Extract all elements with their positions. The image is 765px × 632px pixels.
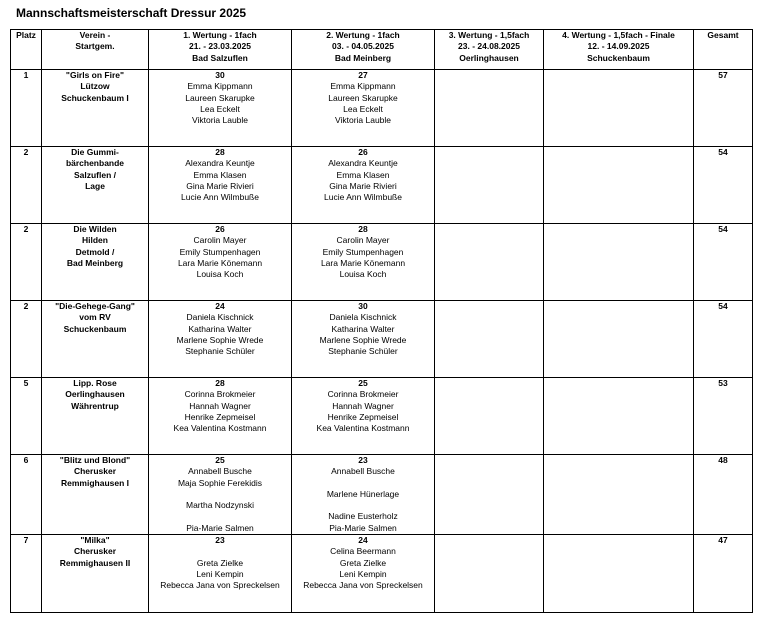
round-points: 25: [358, 378, 368, 388]
team-name-line: "Blitz und Blond": [59, 455, 131, 465]
team-name-cell: [42, 455, 149, 535]
round-1-cell: [149, 224, 292, 301]
round-points: 28: [215, 378, 225, 388]
round-1-cell: [149, 535, 292, 613]
empty-line: [149, 546, 291, 557]
rider-name: Gina Marie Rivieri: [329, 180, 397, 191]
round-3-cell: [435, 301, 544, 378]
standings-table: [10, 29, 753, 613]
rider-name: Henrike Zepmeisel: [327, 411, 399, 422]
table-row: [11, 378, 753, 455]
rider-name: Leni Kempin: [339, 568, 387, 579]
platz-cell: 5: [11, 378, 42, 455]
rider-name: Annabell Busche: [188, 466, 252, 477]
table-row: [11, 535, 753, 613]
team-name-line: "Die-Gehege-Gang": [55, 301, 135, 311]
team-name-line: Hilden: [82, 235, 108, 246]
round-4-cell: [544, 147, 694, 224]
round-points: 28: [215, 147, 225, 157]
rider-name: Stephanie Schüler: [328, 346, 398, 357]
round-1-cell: [149, 301, 292, 378]
rider-name: Martha Nodzynski: [185, 500, 255, 511]
header-round-3: 3. Wertung - 1,5fach 23. - 24.08.2025 Oerlinghausen: [435, 30, 544, 70]
team-name-line: bärchenbande: [65, 158, 125, 169]
rider-name: Laureen Skarupke: [328, 92, 398, 103]
rider-name: Lea Eckelt: [200, 103, 240, 114]
rider-name: Kea Valentina Kostmann: [316, 423, 410, 434]
team-name-cell: [42, 70, 149, 147]
rider-name: Lea Eckelt: [343, 103, 383, 114]
rider-name: Katharina Walter: [331, 323, 395, 334]
header-gesamt: Gesamt: [694, 30, 753, 70]
round-3-cell: [435, 224, 544, 301]
header-platz: Platz: [11, 30, 42, 70]
total-cell: 48: [694, 455, 753, 535]
rider-name: Marlene Hünerlage: [326, 488, 400, 499]
rider-name: Marlene Sophie Wrede: [319, 334, 407, 345]
round-points: 23: [358, 455, 368, 465]
round-points: 28: [358, 224, 368, 234]
team-name-line: Schuckenbaum I: [61, 92, 129, 103]
rider-name: Greta Zielke: [196, 557, 244, 568]
round-4-cell: [544, 455, 694, 535]
team-name-line: Cherusker: [73, 546, 117, 557]
rider-name: Pia-Marie Salmen: [329, 522, 397, 533]
rider-name: Celina Beermann: [330, 546, 396, 557]
empty-line: [292, 500, 434, 511]
rider-name: Emma Klasen: [193, 169, 247, 180]
rider-name: Emily Stumpenhagen: [322, 246, 404, 257]
round-points: 23: [215, 535, 225, 546]
rider-name: Emma Klasen: [336, 169, 390, 180]
rider-name: Hannah Wagner: [332, 400, 394, 411]
page-title: Mannschaftsmeisterschaft Dressur 2025: [16, 6, 247, 20]
rider-name: Pia-Marie Salmen: [186, 522, 254, 533]
round-2-cell: [292, 301, 435, 378]
round-points: 25: [215, 455, 225, 465]
round-3-cell: [435, 535, 544, 613]
team-name-line: Bad Meinberg: [66, 257, 124, 268]
rider-name: Leni Kempin: [196, 568, 244, 579]
round-4-cell: [544, 535, 694, 613]
rider-name: Henrike Zepmeisel: [184, 411, 256, 422]
team-name-line: vom RV: [79, 312, 111, 323]
team-name-cell: [42, 224, 149, 301]
empty-line: [149, 489, 291, 500]
platz-cell: 2: [11, 224, 42, 301]
header-round-2: 2. Wertung - 1fach 03. - 04.05.2025 Bad Meinberg: [292, 30, 435, 70]
round-3-cell: [435, 147, 544, 224]
table-row: [11, 147, 753, 224]
header-row: [11, 30, 753, 70]
platz-cell: 2: [11, 147, 42, 224]
rider-name: Corinna Brokmeier: [327, 389, 399, 400]
header-verein: Verein - Startgem.: [42, 30, 149, 70]
rider-name: Maja Sophie Ferekidis: [177, 477, 263, 488]
rider-name: Emma Kippmann: [187, 81, 253, 92]
table-row: [11, 224, 753, 301]
round-2-cell: [292, 70, 435, 147]
round-2-cell: [292, 455, 435, 535]
round-3-cell: [435, 70, 544, 147]
team-name-line: Die Gummi-: [71, 147, 119, 157]
table-row: [11, 455, 753, 535]
round-points: 26: [358, 147, 368, 157]
team-name-line: "Milka": [80, 535, 110, 546]
rider-name: Rebecca Jana von Spreckelsen: [303, 580, 423, 591]
rider-name: Annabell Busche: [331, 466, 395, 477]
round-points: 27: [358, 70, 368, 80]
rider-name: Kea Valentina Kostmann: [173, 423, 267, 434]
round-points: 24: [358, 535, 368, 546]
rider-name: Louisa Koch: [339, 269, 387, 280]
platz-cell: 2: [11, 301, 42, 378]
rider-name: Corinna Brokmeier: [184, 389, 256, 400]
rider-name: Lara Marie Könemann: [320, 257, 406, 268]
rider-name: Alexandra Keuntje: [185, 158, 255, 169]
total-cell: 57: [694, 70, 753, 147]
team-name-line: Cherusker: [73, 466, 117, 477]
rider-name: Emma Kippmann: [330, 81, 396, 92]
rider-name: Daniela Kischnick: [329, 312, 397, 323]
table-row: [11, 301, 753, 378]
team-name-cell: [42, 535, 149, 613]
table-row: [11, 70, 753, 147]
rider-name: Greta Zielke: [339, 557, 387, 568]
rider-name: Lucie Ann Wilmbuße: [324, 192, 402, 203]
rider-name: Viktoria Lauble: [191, 115, 249, 126]
rider-name: Lucie Ann Wilmbuße: [181, 192, 259, 203]
round-1-cell: [149, 455, 292, 535]
total-cell: 54: [694, 224, 753, 301]
round-points: 30: [358, 301, 368, 311]
total-cell: 47: [694, 535, 753, 613]
total-cell: 54: [694, 147, 753, 224]
team-name-line: Remmighausen II: [59, 557, 131, 568]
team-name-cell: [42, 301, 149, 378]
rider-name: Carolin Mayer: [336, 235, 390, 246]
rider-name: Gina Marie Rivieri: [186, 180, 254, 191]
round-3-cell: [435, 455, 544, 535]
rider-name: Nadine Eusterholz: [328, 511, 398, 522]
rider-name: Rebecca Jana von Spreckelsen: [160, 580, 280, 591]
team-name-line: Oerlinghausen: [65, 389, 125, 400]
round-4-cell: [544, 378, 694, 455]
header-round-4: 4. Wertung - 1,5fach - Finale 12. - 14.09.2025 Schuckenbaum: [544, 30, 694, 70]
round-3-cell: [435, 378, 544, 455]
team-name-line: Lage: [85, 180, 105, 191]
rider-name: Stephanie Schüler: [185, 346, 255, 357]
rider-name: Laureen Skarupke: [185, 92, 255, 103]
team-name-line: Detmold /: [75, 246, 115, 257]
round-points: 30: [215, 70, 225, 80]
rider-name: Lara Marie Könemann: [177, 257, 263, 268]
round-2-cell: [292, 147, 435, 224]
team-name-line: Schuckenbaum: [63, 323, 127, 334]
rider-name: Marlene Sophie Wrede: [176, 334, 264, 345]
rider-name: Daniela Kischnick: [186, 312, 254, 323]
team-name-line: Währentrup: [71, 400, 119, 411]
team-name-line: Salzuflen /: [73, 169, 117, 180]
team-name-cell: [42, 378, 149, 455]
rider-name: Louisa Koch: [196, 269, 244, 280]
round-1-cell: [149, 147, 292, 224]
round-2-cell: [292, 224, 435, 301]
round-points: 24: [215, 301, 225, 311]
team-name-line: "Girls on Fire": [65, 70, 125, 80]
rider-name: Katharina Walter: [188, 323, 252, 334]
round-4-cell: [544, 224, 694, 301]
empty-line: [149, 511, 291, 522]
round-2-cell: [292, 535, 435, 613]
rider-name: Hannah Wagner: [189, 400, 251, 411]
rider-name: Alexandra Keuntje: [328, 158, 398, 169]
team-name-line: Die Wilden: [73, 224, 117, 234]
team-name-line: Lipp. Rose: [73, 378, 117, 388]
round-2-cell: [292, 378, 435, 455]
team-name-line: Remmighausen I: [60, 477, 130, 488]
platz-cell: 7: [11, 535, 42, 613]
round-1-cell: [149, 70, 292, 147]
round-4-cell: [544, 70, 694, 147]
round-4-cell: [544, 301, 694, 378]
rider-name: Viktoria Lauble: [334, 115, 392, 126]
total-cell: 54: [694, 301, 753, 378]
header-round-1: 1. Wertung - 1fach 21. - 23.03.2025 Bad Salzuflen: [149, 30, 292, 70]
empty-line: [292, 478, 434, 489]
round-points: 26: [215, 224, 225, 234]
team-name-line: Lützow: [80, 81, 110, 92]
round-1-cell: [149, 378, 292, 455]
platz-cell: 1: [11, 70, 42, 147]
total-cell: 53: [694, 378, 753, 455]
team-name-cell: [42, 147, 149, 224]
rider-name: Carolin Mayer: [193, 235, 247, 246]
platz-cell: 6: [11, 455, 42, 535]
rider-name: Emily Stumpenhagen: [179, 246, 261, 257]
